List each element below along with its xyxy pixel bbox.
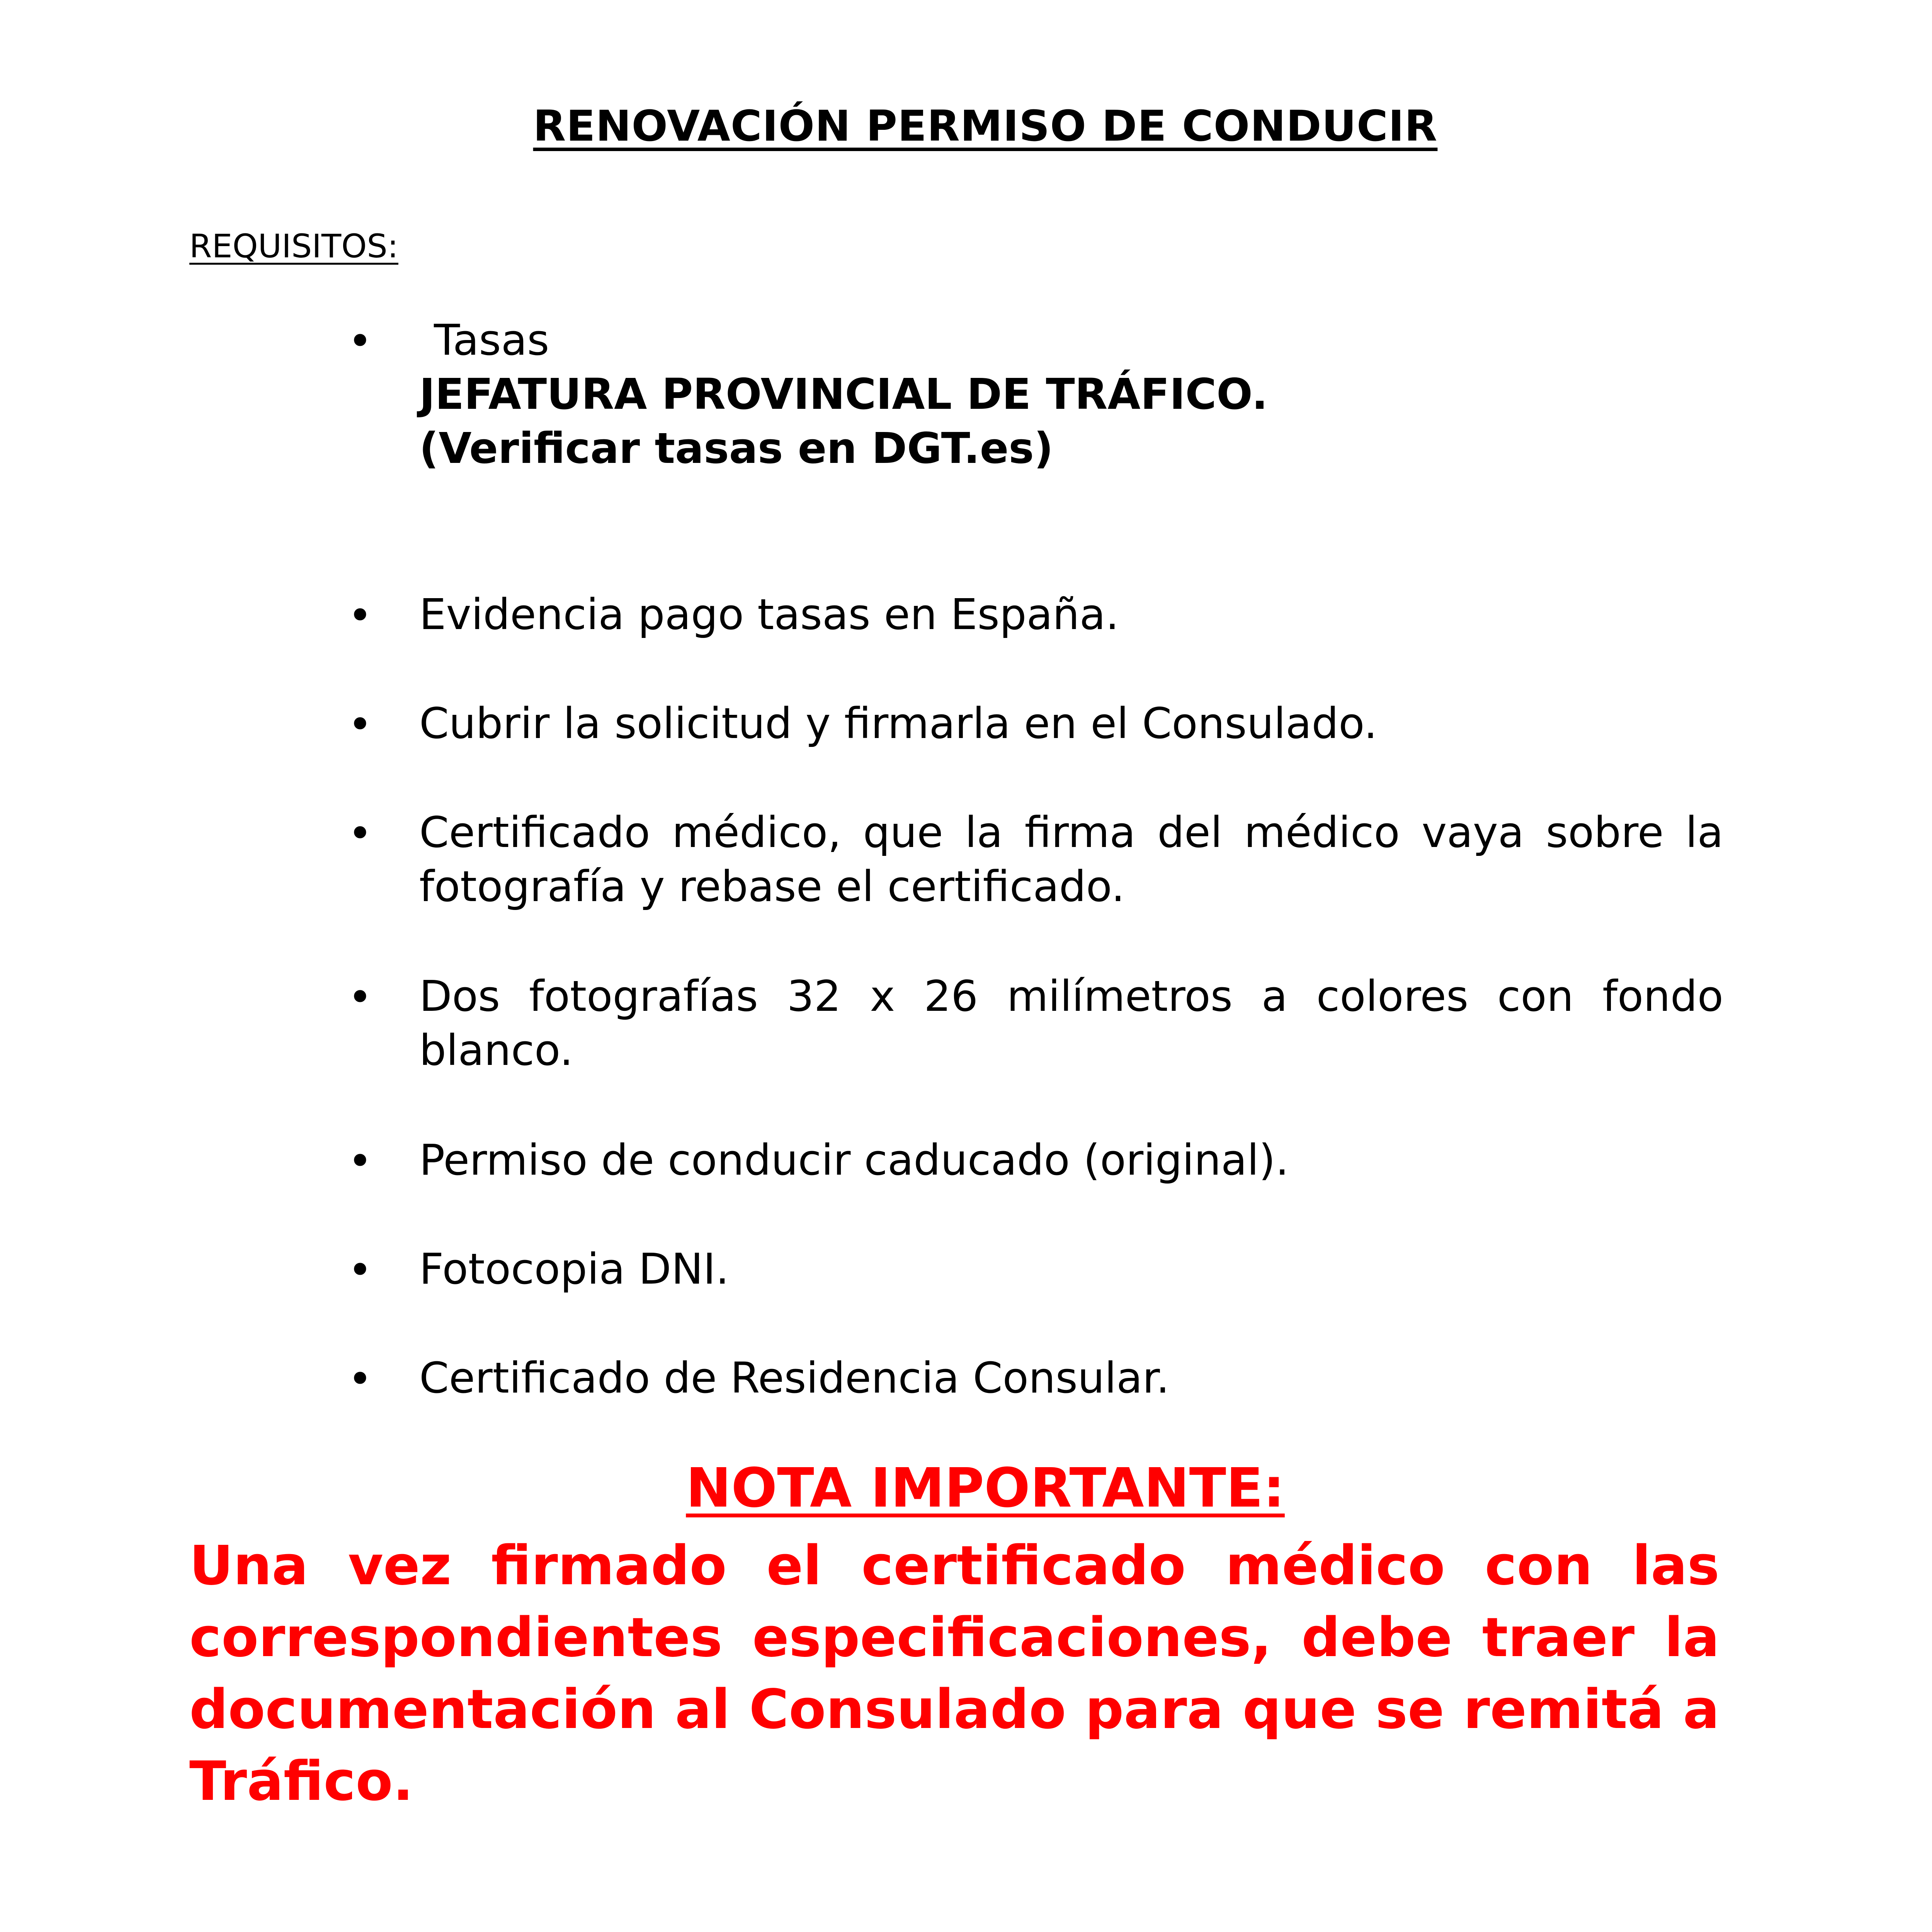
bullet-icon: • xyxy=(348,810,372,858)
list-item: Certificado de Residencia Consular. xyxy=(419,1353,1170,1403)
bullet-icon: • xyxy=(348,1355,372,1403)
list-item-tasas xyxy=(419,313,1268,475)
list-item: Evidencia pago tasas en España. xyxy=(419,590,1119,639)
bullet-icon: • xyxy=(348,592,372,640)
bullet-icon: • xyxy=(348,317,372,366)
document-title: RENOVACIÓN PERMISO DE CONDUCIR xyxy=(533,101,1438,151)
list-item-tasas-office: JEFATURA PROVINCIAL DE TRÁFICO. xyxy=(419,369,1268,419)
list-item: Dos fotografías 32 x 26 milímetros a colores con fondo blanco. xyxy=(419,971,1723,1075)
list-item-tasas-label: Tasas xyxy=(434,315,549,365)
list-item: Fotocopia DNI. xyxy=(419,1244,730,1294)
list-item: Cubrir la solicitud y firmarla en el Consulado. xyxy=(419,699,1378,748)
list-item: Certificado médico, que la firma del médico vaya sobre la fotografía y rebase el certificado. xyxy=(419,808,1723,911)
bullet-icon: • xyxy=(348,973,372,1022)
bullet-icon: • xyxy=(348,701,372,749)
list-item-tasas-verify: (Verificar tasas en DGT.es) xyxy=(419,423,1054,473)
bullet-icon: • xyxy=(348,1137,372,1185)
requirements-label: REQUISITOS: xyxy=(189,227,398,265)
note-title: NOTA IMPORTANTE: xyxy=(686,1457,1285,1520)
note-body: Una vez firmado el certificado médico con las correspondientes especificaciones, debe traer la documentación al Consulado para que se remitá a Tráfico. xyxy=(189,1534,1719,1813)
bullet-icon: • xyxy=(348,1246,372,1294)
list-item: Permiso de conducir caducado (original). xyxy=(419,1135,1289,1185)
